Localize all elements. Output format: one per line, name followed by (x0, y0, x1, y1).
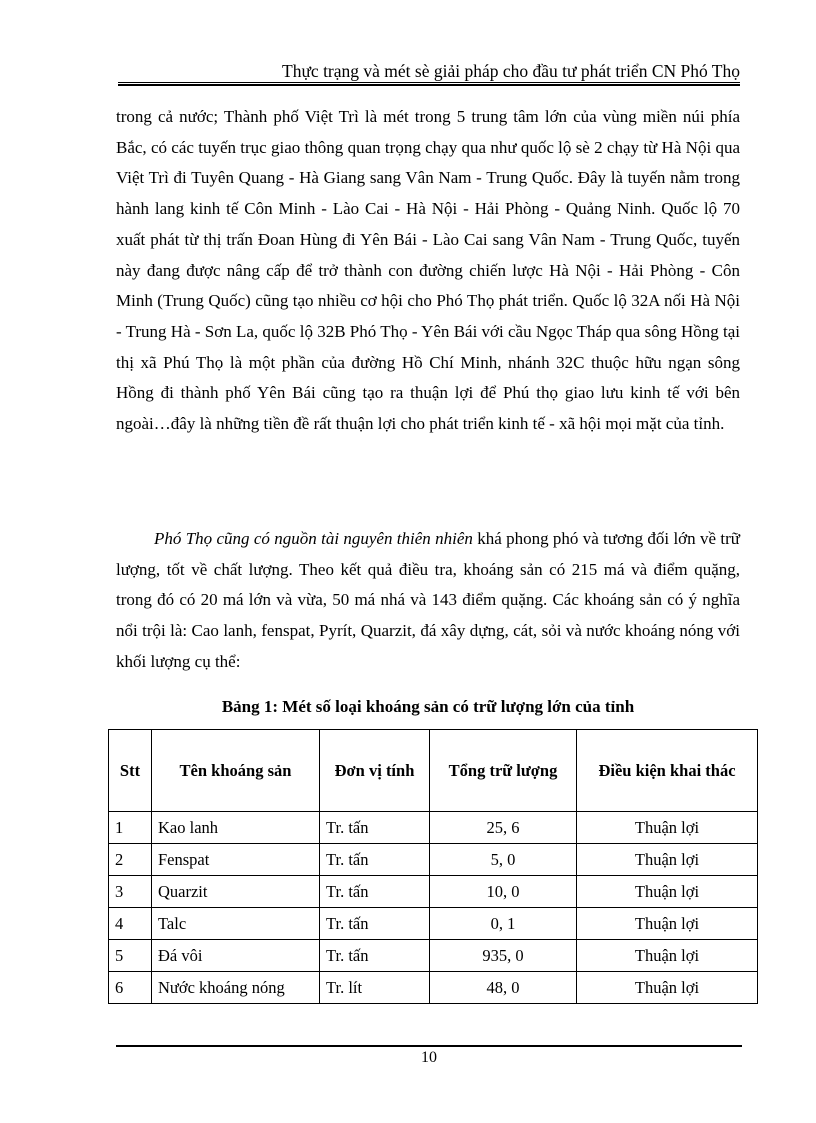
cell-total-reserve: 10, 0 (430, 876, 577, 908)
running-header: Thực trạng và mét sè giải pháp cho đầu tư phát triển CN Phó Thọ (282, 61, 740, 81)
cell-stt: 5 (109, 940, 152, 972)
header-mining-condition: Điều kiện khai thác (577, 730, 758, 812)
cell-mining-condition: Thuận lợi (577, 844, 758, 876)
header-unit: Đơn vị tính (320, 730, 430, 812)
cell-total-reserve: 935, 0 (430, 940, 577, 972)
cell-unit: Tr. lít (320, 972, 430, 1004)
cell-stt: 2 (109, 844, 152, 876)
paragraph-resources-italic-lead: Phó Thọ cũng có nguồn tài nguyên thiên nhiên (154, 529, 473, 548)
paragraph-transport: trong cả nước; Thành phố Việt Trì là mét trong 5 trung tâm lớn của vùng miền núi phía Bắc, có các tuyến trục giao thông quan trọng chạy qua như quốc lộ sè 2 chạy từ Hà Nội qua Việt Trì đi Tuyên Quang - Hà Giang sang Vân Nam - Trung Quốc. Đây là tuyến nằm trong hành lang kinh tế Côn Minh - Lào Cai - Hà Nội - Hải Phòng - Quảng Ninh. Quốc lộ 70 xuất phát từ thị trấn Đoan Hùng đi Yên Bái - Lào Cai sang Vân Nam - Trung Quốc, tuyến này đang được nâng cấp để trở thành con đường chiến lược Hà Nội - Hải Phòng - Côn Minh (Trung Quốc) cũng tạo nhiều cơ hội cho Phó Thọ phát triển. Quốc lộ 32A nối Hà Nội - Trung Hà - Sơn La, quốc lộ 32B Phó Thọ - Yên Bái với cầu Ngọc Tháp qua sông Hồng tại thị xã Phú Thọ là một phần của đường Hồ Chí Minh, nhánh 32C thuộc hữu ngạn sông Hồng đi thành phố Yên Bái cũng tạo ra thuận lợi để Phú thọ giao lưu kinh tế với bên ngoài…đây là những tiền đề rất thuận lợi cho phát triển kinh tế - xã hội mọi mặt của tỉnh. (116, 107, 740, 434)
cell-unit: Tr. tấn (320, 844, 430, 876)
cell-unit: Tr. tấn (320, 940, 430, 972)
table-caption: Bảng 1: Mét số loại khoáng sản có trữ lượng lớn của tỉnh (221, 697, 635, 716)
paragraph-resources-text: khá phong phó và tương đối lớn về trữ lượng, tốt về chất lượng. Theo kết quả điều tra, khoáng sản có 215 má và điểm quặng, trong đó có 20 má lớn và vừa, 50 má nhá và 143 điểm quặng. Các khoáng sản có ý nghĩa nổi trội là: Cao lanh, fenspat, Pyrít, Quarzit, đá xây dựng, cát, sỏi và nước khoáng nóng với khối lượng cụ thể: (116, 529, 740, 671)
cell-total-reserve: 0, 1 (430, 908, 577, 940)
header-rule (118, 82, 740, 86)
cell-mineral-name: Kao lanh (152, 812, 320, 844)
table-row (109, 908, 758, 940)
cell-mining-condition: Thuận lợi (577, 940, 758, 972)
cell-total-reserve: 48, 0 (430, 972, 577, 1004)
table-row (109, 876, 758, 908)
cell-mining-condition: Thuận lợi (577, 908, 758, 940)
cell-mineral-name: Nước khoáng nóng (152, 972, 320, 1004)
table-row (109, 940, 758, 972)
header-stt: Stt (109, 730, 152, 812)
cell-stt: 6 (109, 972, 152, 1004)
header-total-reserve: Tổng trữ lượng (430, 730, 577, 812)
table-row (109, 812, 758, 844)
cell-mineral-name: Talc (152, 908, 320, 940)
cell-stt: 4 (109, 908, 152, 940)
cell-unit: Tr. tấn (320, 876, 430, 908)
cell-mineral-name: Quarzit (152, 876, 320, 908)
page-number: 10 (421, 1049, 437, 1066)
table-row (109, 844, 758, 876)
cell-stt: 1 (109, 812, 152, 844)
cell-total-reserve: 5, 0 (430, 844, 577, 876)
cell-mining-condition: Thuận lợi (577, 812, 758, 844)
paragraph-resources (116, 524, 740, 678)
header-mineral-name: Tên khoáng sản (152, 730, 320, 812)
table-header-row (109, 730, 758, 812)
cell-mining-condition: Thuận lợi (577, 972, 758, 1004)
table-row (109, 972, 758, 1004)
minerals-table (108, 729, 758, 1004)
cell-stt: 3 (109, 876, 152, 908)
cell-mining-condition: Thuận lợi (577, 876, 758, 908)
cell-unit: Tr. tấn (320, 908, 430, 940)
cell-unit: Tr. tấn (320, 812, 430, 844)
cell-mineral-name: Đá vôi (152, 940, 320, 972)
footer-rule (116, 1045, 742, 1047)
cell-total-reserve: 25, 6 (430, 812, 577, 844)
cell-mineral-name: Fenspat (152, 844, 320, 876)
